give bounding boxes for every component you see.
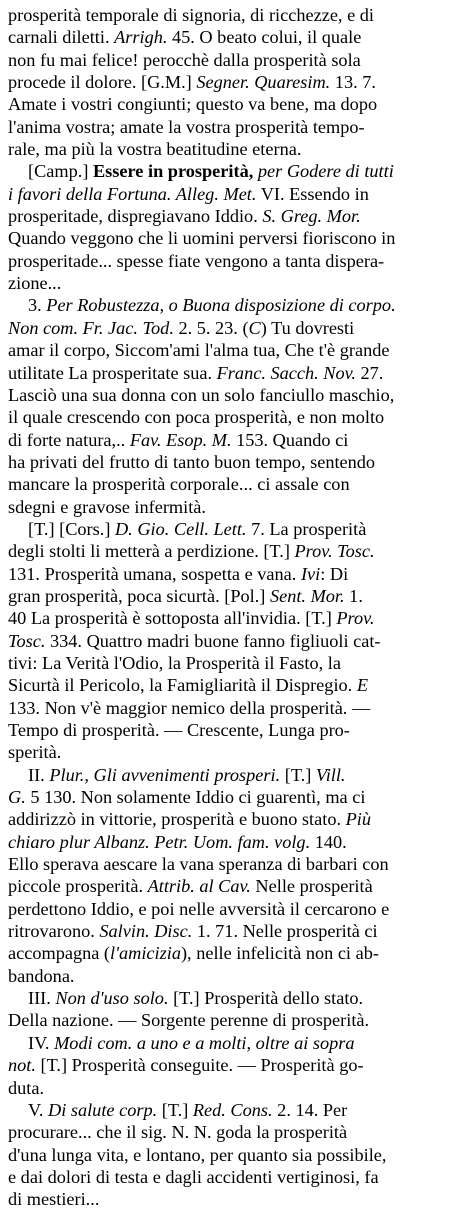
text-line: duta. <box>8 1077 45 1098</box>
text-line: Non com. Fr. Jac. Tod. 2. 5. 23. (C) Tu dovresti <box>8 317 355 338</box>
entry-paragraph <box>8 764 466 987</box>
text-line: prosperitade, dispregiavano Iddio. S. Greg. Mor. <box>8 206 361 227</box>
text-line: Sicurtà il Pericolo, la Famigliarità il Dispregio. E <box>8 675 368 696</box>
text-line: accompagna (l'amicizia), nelle infelicità non ci ab- <box>8 943 379 964</box>
text-line: IV. Modi com. a uno e a molti, oltre ai sopra <box>28 1032 355 1053</box>
text-line: 40 La prosperità è sottoposta all'invidia. [T.] Prov. <box>8 608 375 629</box>
text-line: sperità. <box>8 742 62 763</box>
text-line: di mestieri... <box>8 1189 100 1210</box>
entry-paragraph <box>8 1099 466 1211</box>
entry-paragraph <box>8 1032 466 1099</box>
text-line: tivi: La Verità l'Odio, la Prosperità il Fasto, la <box>8 652 341 673</box>
text-line: perdettono Iddio, e poi nelle avversità il cercarono e <box>8 898 390 919</box>
text-line: di forte natura,.. Fav. Esop. M. 153. Quando ci <box>8 429 349 450</box>
text-line: rale, ma più la vostra beatitudine eterna. <box>8 139 302 160</box>
text-line: procurare... che il sig. N. N. goda la prosperità <box>8 1122 348 1143</box>
text-line: l'anima vostra; amate la vostra prosperità tempo- <box>8 116 365 137</box>
text-line: not. [T.] Prosperità conseguite. — Prosperità go- <box>8 1055 364 1076</box>
text-line: Quando veggono che li uomini perversi fioriscono in <box>8 228 396 249</box>
text-line: utilitate La prosperitate sua. Franc. Sacch. Nov. 27. <box>8 362 384 383</box>
text-line: Lasciò una sua donna con un solo fanciullo maschio, <box>8 384 395 405</box>
text-line: III. Non d'uso solo. [T.] Prosperità dello stato. <box>28 988 364 1009</box>
text-line: Tempo di prosperità. — Crescente, Lunga pro- <box>8 720 350 740</box>
entry-paragraph <box>8 4 466 160</box>
text-line: bandona. <box>8 965 75 986</box>
text-line: [Camp.] Essere in prosperità, per Godere di tutti <box>28 161 394 182</box>
entry-paragraph <box>8 518 466 764</box>
text-line: prosperitade... spesse fiate vengono a tanta dispera- <box>8 250 385 271</box>
text-line: gran prosperità, poca sicurtà. [Pol.] Sent. Mor. 1. <box>8 585 363 606</box>
text-line: Tosc. 334. Quattro madri buone fanno figliuoli cat- <box>8 630 381 651</box>
text-line: 133. Non v'è maggior nemico della prosperità. — <box>8 697 371 718</box>
text-line: [T.] [Cors.] D. Gio. Cell. Lett. 7. La prosperità <box>28 518 367 539</box>
text-line: d'una lunga vita, e lontano, per quanto sia possibile, <box>8 1144 387 1165</box>
entry-paragraph <box>8 294 466 517</box>
text-line: sdegni e gravose infermità. <box>8 496 206 517</box>
text-line: piccole prosperità. Attrib. al Cav. Nelle prosperità <box>8 876 373 897</box>
text-line: 3. Per Robustezza, o Buona disposizione di corpo. <box>28 295 396 316</box>
text-line: 131. Prosperità umana, sospetta e vana. Ivi: Di <box>8 563 349 584</box>
text-line: V. Di salute corp. [T.] Red. Cons. 2. 14. Per <box>28 1099 348 1120</box>
text-line: zione... <box>8 273 62 294</box>
text-line: amar il corpo, Siccom'ami l'alma tua, Che t'è grande <box>8 340 390 361</box>
text-line: ritrovarono. Salvin. Disc. 1. 71. Nelle prosperità ci <box>8 921 378 942</box>
entry-paragraph <box>8 160 466 294</box>
text-line: Ello sperava aescare la vana speranza di barbari con <box>8 854 389 875</box>
text-line: i favori della Fortuna. Alleg. Met. VI. Essendo in <box>8 183 369 204</box>
text-line: Della nazione. — Sorgente perenne di prosperità. <box>8 1010 370 1031</box>
text-line: carnali diletti. Arrigh. 45. O beato colui, il quale <box>8 27 362 48</box>
text-line: mancare la prosperità corporale... ci assale con <box>8 474 350 495</box>
text-line: G. 5 130. Non solamente Iddio ci guarentì, ma ci <box>8 787 366 808</box>
text-line: addirizzò in vittorie, prosperità e buono stato. Più <box>8 809 371 830</box>
text-line: degli stolti li metterà a perdizione. [T.] Prov. Tosc. <box>8 541 375 562</box>
text-line: procede il dolore. [G.M.] Segner. Quaresim. 13. 7. <box>8 72 376 93</box>
text-line: II. Plur., Gli avvenimenti prosperi. [T.] Vill. <box>28 764 346 785</box>
entry-paragraph <box>8 987 466 1032</box>
text-line: chiaro plur Albanz. Petr. Uom. fam. volg. 140. <box>8 831 347 852</box>
text-line: prosperità temporale di signoria, di ricchezze, e di <box>8 5 374 25</box>
text-line: e dai dolori di testa e dagli accidenti vertiginosi, fa <box>8 1166 379 1187</box>
text-line: non fu mai felice! perocchè dalla prosperità sola <box>8 49 361 70</box>
text-line: ha privati del frutto di tanto buon tempo, sentendo <box>8 451 376 472</box>
text-line: Amate i vostri congiunti; questo va bene, ma dopo <box>8 94 378 115</box>
text-line: il quale crescendo con poca prosperità, e non molto <box>8 407 385 428</box>
